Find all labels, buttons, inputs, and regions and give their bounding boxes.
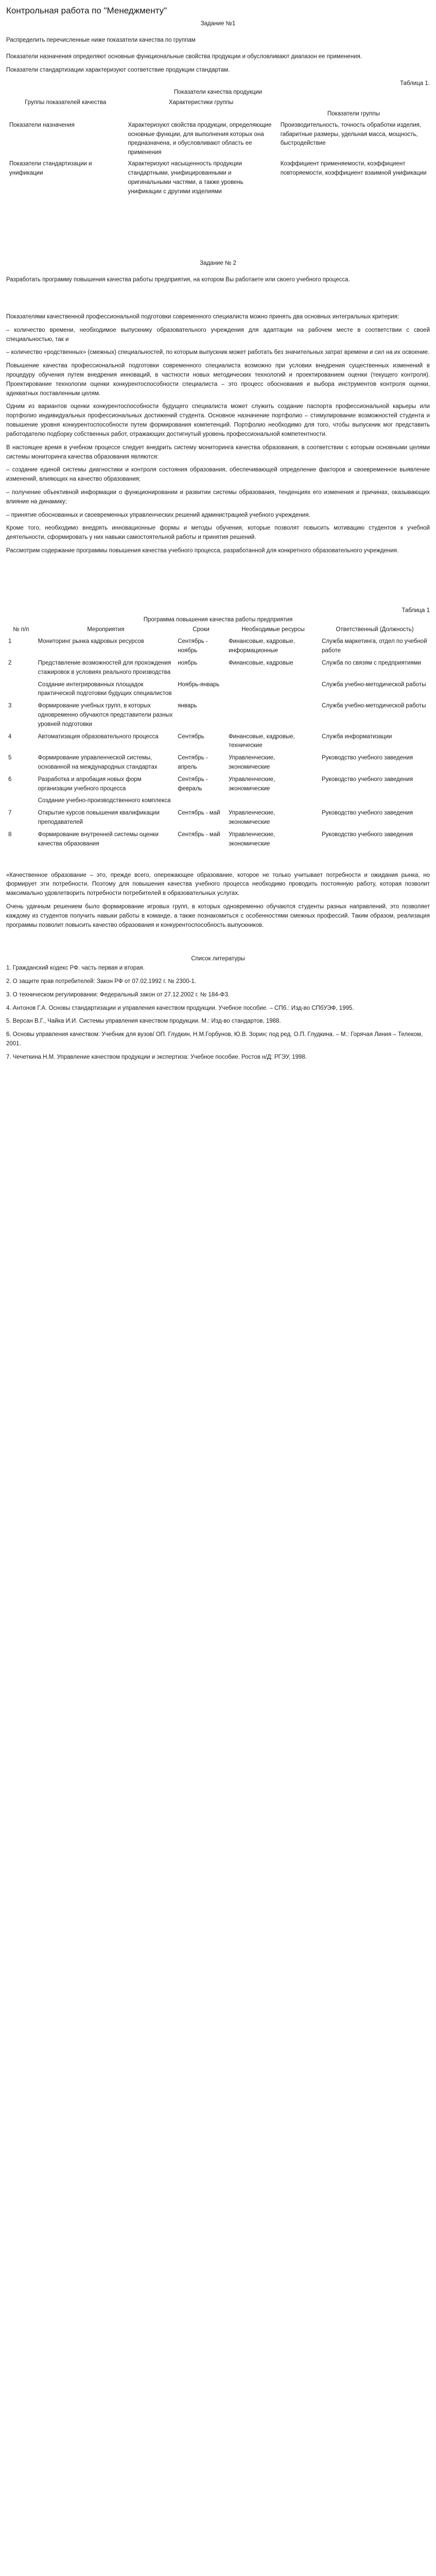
event-cell: Создание интегрированных площадок практической подготовки будущих специалистов [38,681,172,697]
document-page [6,4,430,1062]
resp-cell: Служба учебно-методической работы [321,681,426,688]
reference-item: 3. О техническом регулировании: Федеральный закон от 27.12.2002 г. № 184-ФЗ. [6,991,230,998]
list-item: – принятие обоснованных и своевременных управленческих решений администрацией учебного учреждения. [6,512,310,518]
table2-caption: Программа повышения качества работы предприятия [143,616,293,623]
spacer [6,851,430,871]
indicators-cell: Производительность, точность обработки изделия, габаритные размеры, удельная масса, мощность, быстродействие [280,122,422,147]
task2-label: Задание № 2 [200,260,236,267]
reference-item: 4. Антонов Г.А. Основы стандартизации и управления качеством продукции. Учебное пособие. – СПб.: Изд-во СПбУЭФ, 1995. [6,1005,354,1011]
header-cell: № п/п [13,626,29,633]
term-cell: Сентябрь - май [178,831,220,838]
spacer [6,560,430,606]
paragraph: Кроме того, необходимо внедрять инновационные формы и методы обучения, которые позволят повысить мотивацию студентов к учебной деятельности, сформировать у них навыки самостоятельной работы и принятия решений. [6,525,430,541]
table-header-row [6,109,430,120]
resources-cell: Управленческие, экономические [228,831,275,847]
resources-cell: Финансовые, кадровые, информационные [228,638,295,654]
resp-cell: Руководство учебного заведения [321,776,413,783]
spacer [6,934,430,955]
table-row [6,829,430,851]
no-cell: 5 [8,755,12,761]
no-cell: 2 [8,659,12,666]
header-cell: Характеристики группы [168,99,234,106]
term-cell: Сентябрь - апрель [178,755,208,771]
table-header-row [6,97,430,109]
header-cell: Показатели группы [327,111,380,117]
table-row [6,159,430,197]
table-row [6,679,430,701]
conclusion-paragraph: Очень удачным решением было формирование игровых групп, в которых одновременно обучаются студенты разных направлений, это позволяет каждому из студентов получить навыки работы в команде, а также познакомиться с особенностями смежных профессий. Таким образом, реализация программы позволит повысить качество образования и конкурентоспособность выпускников. [6,903,430,928]
resp-cell [320,795,430,807]
resp-cell: Служба учебно-методической работы [321,703,426,709]
event-cell: Открытие курсов повышения квалификации преподавателей [38,810,160,826]
no-cell: 7 [8,810,12,817]
header-cell: Мероприятия [87,626,125,633]
table-row [6,636,430,657]
paragraph: Повышение качества профессиональной подготовки современного специалиста возможно при условии внедрения существенных изменений в процедуру обучения путем внедрения инноваций, в частности новых методических технологий и проектированием оценки (текущего контроля). Проектирование технологии оценки конкурентоспособности специалиста – это процесс обоснования и выбора инструментов контроля оценки, адекватных поставленным целям. [6,363,430,397]
resources-cell: Финансовые, кадровые [228,659,293,666]
event-cell: Мониторинг рынка кадровых ресурсов [38,638,144,645]
header-cell: Группы показателей качества [25,99,107,106]
resources-cell: Управленческие, экономические [228,755,275,771]
term-cell: ноябрь [178,659,198,666]
criterion-item: – количество времени, необходимое выпускнику образовательного учреждения для адаптации на рабочем месте в соответствии с своей специальностью, так и [6,327,430,343]
reference-item: 7. Чечеткина Н.М. Управление качеством продукции и экспертиза: Учебное пособие. Ростов н/Д: РГЭУ, 1998. [6,1054,307,1060]
char-cell: Характеризуют насыщенность продукции стандартными, унифицированными и оригинальными частями, а также уровень унификации с другими изделиями [128,161,243,195]
reference-item: 6. Основы управления качеством: Учебник для вузов/ ОП. Глудкин, Н.М.Горбунов, Ю.В. Зорин; под ред. О.П. Глудкина. – М.: Горячая Линия – Телеком, 2001. [6,1031,423,1047]
table1-caption: Показатели качества продукции [173,89,263,96]
event-cell: Формирование управленческой системы, основанной на международных стандартах [38,755,158,771]
event-cell: Разработка и апробация новых форм организации учебного процесса [38,776,142,792]
criterion-item: – количество «родственных» (смежных) специальностей, по которым выпускник может работать без значительных затрат времени и сил на их освоение. [6,349,430,356]
task1-label: Задание №1 [200,21,236,27]
resp-cell: Руководство учебного заведения [321,810,413,817]
table-row [6,795,430,807]
resp-cell: Служба информатизации [321,733,392,740]
paragraph: В настоящее время в учебном процессе следует внедрить систему мониторинга качества образования, в соответствии с которым основными целями системы мониторинга качества образования являются: [6,444,430,460]
task1-instruction: Распределить перечисленные ниже показатели качества по группам [6,37,196,44]
event-cell: Формирование внутренней системы оценки качества образования [38,831,159,847]
program-table [6,624,430,850]
event-cell: Создание учебно-производственного комплекса [38,798,171,804]
header-cell [6,109,125,120]
table-row [6,752,430,774]
event-cell: Представление возможностей для прохождения стажировок в условиях реального производства [38,659,171,675]
no-cell: 6 [8,776,12,783]
table-row [6,657,430,679]
references-list [6,964,430,1062]
resp-cell: Служба по связям с предприятиями [321,659,421,666]
table1-number: Таблица 1. [400,80,430,87]
no-cell [6,795,36,807]
term-cell: Сентябрь - ноябрь [178,638,208,654]
reference-item: 5. Версан В.Г., Чайка И.И. Системы управления качеством продукции. М.: Изд-во стандартов, 1988. [6,1018,281,1025]
list-item: – получение объективной информации о функционировании и развитии системы образования, тенденциях его изменения и причинах, оказывающих влияние на динамику; [6,489,430,505]
header-cell [125,109,277,120]
no-cell [6,679,36,701]
reference-item: 1. Гражданский кодекс РФ. часть первая и вторая. [6,965,145,972]
char-cell: Характеризуют свойства продукции, определяющие основные функции, для выполнения которых она предназначена, и обусловливают область ее применения [128,122,272,156]
table2-number: Таблица 1 [402,607,430,614]
goals-list [6,466,430,520]
header-cell [277,97,430,109]
header-cell: Необходимые ресурсы [241,626,305,633]
no-cell: 4 [8,733,12,740]
term-cell [176,795,226,807]
resources-cell: Финансовые, кадровые, технические [228,733,295,749]
paragraph: Рассмотрим содержание программы повышения качества учебного процесса, разработанной для конкретного образовательного учреждения. [6,548,399,554]
no-cell: 3 [8,703,12,709]
term-cell: Ноябрь-январь [178,681,220,688]
term-cell: Сентябрь [178,733,204,740]
program-rows [6,636,430,850]
table-row [6,120,430,159]
references-title: Список литературы [191,956,245,962]
conclusion-paragraph: «Качественное образование – это, прежде всего, опережающее образование, которое не только учитывает потребности и ожидания рынка, но формирует эти потребности. Поэтому для повышения качества учебного процесса необходимо проводить постоянную работу, которая позволит максимально удовлетворить потребности потребителей в образовательных услугах. [6,872,430,897]
event-cell: Формирование учебных групп, в которых одновременно обучаются представители разных уровней подготовки [38,703,173,727]
task1-paragraph: Показатели стандартизации характеризуют соответствие продукции стандартам. [6,66,230,73]
resources-cell [226,795,320,807]
header-cell: Ответственный (Должность) [336,626,414,633]
resources-cell: Управленческие, экономические [228,810,275,826]
table-row [6,731,430,753]
event-cell: Автоматизация образовательного процесса [38,733,159,740]
quality-indicators-table [6,97,430,197]
spacer [6,292,430,313]
paragraph: Показателями качественной профессиональной подготовки современного специалиста можно принять два основных интегральных критерия: [6,313,399,320]
group-cell: Показатели стандартизации и унификации [9,161,92,176]
term-cell: Сентябрь - февраль [178,776,208,792]
term-cell: январь [178,703,197,709]
document-title: Контрольная работа по "Менеджменту" [6,6,167,15]
table-header-row [6,624,430,636]
resp-cell: Руководство учебного заведения [321,755,413,761]
no-cell: 8 [8,831,12,838]
spacer [6,197,430,259]
table-row [6,807,430,829]
group-cell: Показатели назначения [9,122,75,128]
table-row [6,700,430,731]
reference-item: 2. О защите прав потребителей: Закон РФ от 07.02.1992 г. № 2300-1. [6,978,196,985]
header-cell: Сроки [193,626,210,633]
resp-cell: Служба маркетинга, отдел по учебной работе [321,638,427,654]
paragraph: Одним из вариантов оценки конкурентоспособности будущего специалиста может служить создание паспорта профессиональной карьеры или портфолио индивидуальных профессиональных достижений студента. Основное назначение портфолио – стимулирование возможностей студента и повышение уровня конкурентоспособности путем формирования компетенций. Портфолио необходимо для того, чтобы выпускник мог представить работодателю подборку собственных работ, отражающих достигнутый уровень профессиональной компетентности. [6,403,430,437]
resources-cell [226,700,320,731]
task1-paragraph: Показатели назначения определяют основные функциональные свойства продукции и обусловливают диапазон ее применения. [6,53,362,60]
resp-cell: Руководство учебного заведения [321,831,413,838]
resources-cell: Управленческие, экономические [228,776,275,792]
term-cell: Сентябрь - май [178,810,220,817]
no-cell: 1 [8,638,12,645]
indicators-cell: Коэффициент применяемости, коэффициент повторяемости, коэффициент взаимной унификации [280,161,427,176]
list-item: – создание единой системы диагностики и контроля состояния образования, обеспечивающей определение факторов и своевременное выявление изменений, влияющих на качество образования; [6,467,430,483]
task2-instruction: Разработать программу повышения качества работы предприятия, на котором Вы работаете или своего учебного процесса. [6,277,350,283]
table-row [6,774,430,795]
resources-cell [226,679,320,701]
